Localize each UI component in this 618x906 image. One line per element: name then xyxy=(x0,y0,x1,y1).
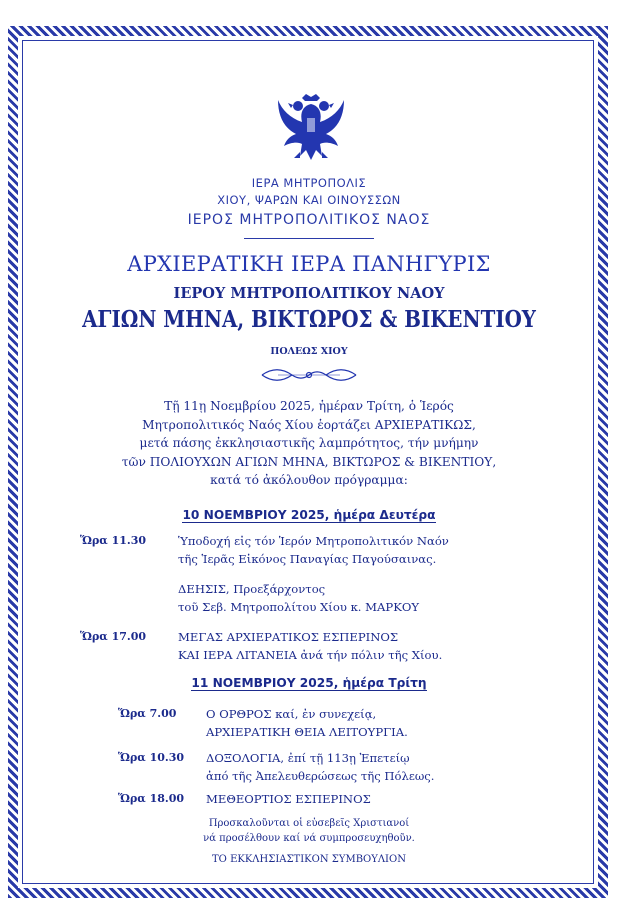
day-heading-tuesday: 11 ΝΟΕΜΒΡΙΟΥ 2025, ἡμέρα Τρίτη xyxy=(191,676,427,690)
event-time: Ὥρα 18.00 xyxy=(118,792,185,805)
event-line: τοῦ Σεβ. Μητροπολίτου Χίου κ. ΜΑΡΚΟΥ xyxy=(178,600,420,614)
event-description xyxy=(178,532,449,568)
event-description xyxy=(178,580,419,616)
intro-line: κατά τό ἀκόλουθον πρόγραμμα: xyxy=(210,473,408,487)
event-line: Ὑποδοχή εἰς τόν Ἱερόν Μητροπολιτικόν Ναόν xyxy=(178,534,449,548)
day-heading-monday: 10 ΝΟΕΜΒΡΙΟΥ 2025, ἡμέρα Δευτέρα xyxy=(182,508,436,522)
event-line: Ο ΟΡΘΡΟΣ καί, ἐν συνεχείᾳ, xyxy=(206,707,377,721)
event-description xyxy=(206,790,371,808)
intro-paragraph xyxy=(60,397,558,490)
invitation-line: Προσκαλοῦνται οἱ εὐσεβεῖς Χριστιανοί xyxy=(208,818,410,829)
event-line: ἀπό τῆς Ἀπελευθερώσεως τῆς Πόλεως. xyxy=(206,769,435,783)
feast-subtitle: ΙΕΡΟΥ ΜΗΤΡΟΠΟΛΙΤΙΚΟΥ ΝΑΟΥ xyxy=(173,285,445,302)
saints-title: ΑΓΙΩΝ ΜΗΝΑ, ΒΙΚΤΩΡΟΣ & ΒΙΚΕΝΤΙΟΥ xyxy=(82,306,536,333)
city-label: ΠΟΛΕΩΣ ΧΙΟΥ xyxy=(270,346,348,357)
metropolis-region: ΧΙΟΥ, ΨΑΡΩΝ ΚΑΙ ΟΙΝΟΥΣΣΩΝ xyxy=(217,193,401,207)
event-description xyxy=(178,628,442,664)
event-time: Ὥρα 17.00 xyxy=(80,630,147,643)
feast-title: ΑΡΧΙΕΡΑΤΙΚΗ ΙΕΡΑ ΠΑΝΗΓΥΡΙΣ xyxy=(127,252,491,276)
scroll-ornament-icon xyxy=(258,366,360,384)
metropolis-name: ΙΕΡΑ ΜΗΤΡΟΠΟΛΙΣ xyxy=(251,176,367,190)
invitation-text xyxy=(0,816,618,846)
event-line: ΚΑΙ ΙΕΡΑ ΛΙΤΑΝΕΙΑ ἀνά τήν πόλιν τῆς Χίου. xyxy=(178,648,443,662)
header-divider xyxy=(244,238,374,239)
event-time: Ὥρα 10.30 xyxy=(118,751,185,764)
intro-line: Τῇ 11ῃ Νοεμβρίου 2025, ἡμέραν Τρίτη, ὁ Ἱερός xyxy=(164,399,454,413)
event-line: ΔΟΞΟΛΟΓΙΑ, ἐπί τῇ 113ῃ Ἐπετείῳ xyxy=(206,751,410,765)
event-description xyxy=(206,705,408,741)
event-description xyxy=(206,749,434,785)
event-time: Ὥρα 7.00 xyxy=(118,707,177,720)
double-headed-eagle-icon xyxy=(276,92,346,164)
event-time: Ὥρα 11.30 xyxy=(80,534,147,547)
invitation-line: νά προσέλθουν καί νά συμπροσευχηθοῦν. xyxy=(203,833,415,844)
signature: ΤΟ ΕΚΚΛΗΣΙΑΣΤΙΚΟΝ ΣΥΜΒΟΥΛΙΟΝ xyxy=(212,854,406,865)
event-line: ΔΕΗΣΙΣ, Προεξάρχοντος xyxy=(178,582,326,596)
event-line: ΜΕΓΑΣ ΑΡΧΙΕΡΑΤΙΚΟΣ ΕΣΠΕΡΙΝΟΣ xyxy=(178,630,399,644)
intro-line: μετά πάσης ἐκκλησιαστικῆς λαμπρότητος, τήν μνήμην xyxy=(139,436,479,450)
event-line: ΑΡΧΙΕΡΑΤΙΚΗ ΘΕΙΑ ΛΕΙΤΟΥΡΓΙΑ. xyxy=(206,725,408,739)
event-line: τῆς Ἱερᾶς Εἰκόνος Παναγίας Παγούσαινας. xyxy=(178,552,437,566)
intro-line: Μητροπολιτικός Ναός Χίου ἑορτάζει ΑΡΧΙΕΡΑΤΙΚΩΣ, xyxy=(142,417,476,432)
cathedral-name: ΙΕΡΟΣ ΜΗΤΡΟΠΟΛΙΤΙΚΟΣ ΝΑΟΣ xyxy=(187,212,431,228)
event-line: ΜΕΘΕΟΡΤΙΟΣ ΕΣΠΕΡΙΝΟΣ xyxy=(206,792,371,806)
intro-line: τῶν ΠΟΛΙΟΥΧΩΝ ΑΓΙΩΝ ΜΗΝΑ, ΒΙΚΤΩΡΟΣ & ΒΙΚΕΝΤΙΟΥ, xyxy=(121,454,497,469)
